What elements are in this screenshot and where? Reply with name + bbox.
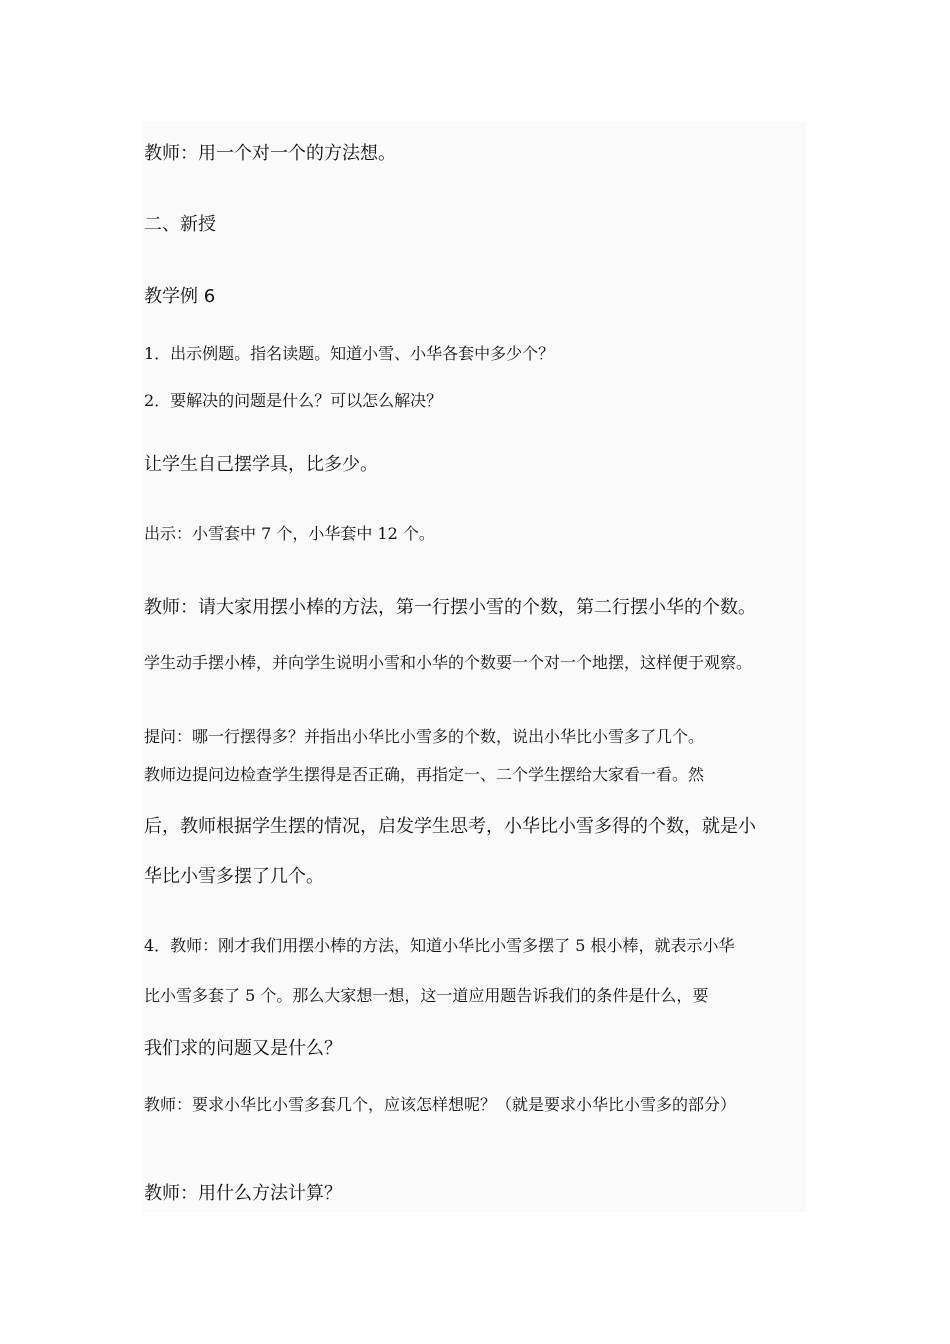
- teacher-check-line-1: 教师边提问边检查学生摆得是否正确，再指定一、二个学生摆给大家看一看。然: [144, 765, 705, 784]
- section-heading-new-lesson: 二、新授: [144, 214, 216, 235]
- example-heading: 教学例 6: [144, 286, 216, 307]
- teacher-check-line-2: 后，教师根据学生摆的情况，启发学生思考，小华比小雪多得的个数，就是小: [144, 816, 756, 837]
- student-hands-on-paragraph: 学生动手摆小棒，并向学生说明小雪和小华的个数要一个对一个地摆，这样便于观察。: [144, 653, 753, 672]
- teacher-calculation-paragraph: 教师：用什么方法计算？: [144, 1183, 342, 1204]
- paragraph-teacher-method: 教师：用一个对一个的方法想。: [144, 143, 396, 164]
- step-4-line-1: 4．教师：刚才我们用摆小棒的方法，知道小华比小雪多摆了 5 根小棒，就表示小华: [144, 936, 735, 955]
- question-paragraph: 提问：哪一行摆得多？并指出小华比小雪多的个数，说出小华比小雪多了几个。: [144, 727, 705, 746]
- teacher-check-line-3: 华比小雪多摆了几个。: [144, 866, 324, 887]
- display-paragraph: 出示：小雪套中 7 个，小华套中 12 个。: [144, 524, 435, 543]
- step-1-paragraph: 1．出示例题。指名读题。知道小雪、小华各套中多少个？: [144, 344, 555, 363]
- teacher-instruction-paragraph: 教师：请大家用摆小棒的方法，第一行摆小雪的个数，第二行摆小华的个数。: [144, 597, 756, 618]
- step-4-line-3: 我们求的问题又是什么？: [144, 1038, 342, 1059]
- teacher-question-paragraph: 教师：要求小华比小雪多套几个，应该怎样想呢？（就是要求小华比小雪多的部分）: [144, 1095, 737, 1114]
- step-4-line-2: 比小雪多套了 5 个。那么大家想一想，这一道应用题告诉我们的条件是什么，要: [144, 986, 709, 1005]
- step-2-paragraph: 2．要解决的问题是什么？可以怎么解决？: [144, 391, 443, 410]
- student-activity-paragraph: 让学生自己摆学具，比多少。: [144, 454, 378, 475]
